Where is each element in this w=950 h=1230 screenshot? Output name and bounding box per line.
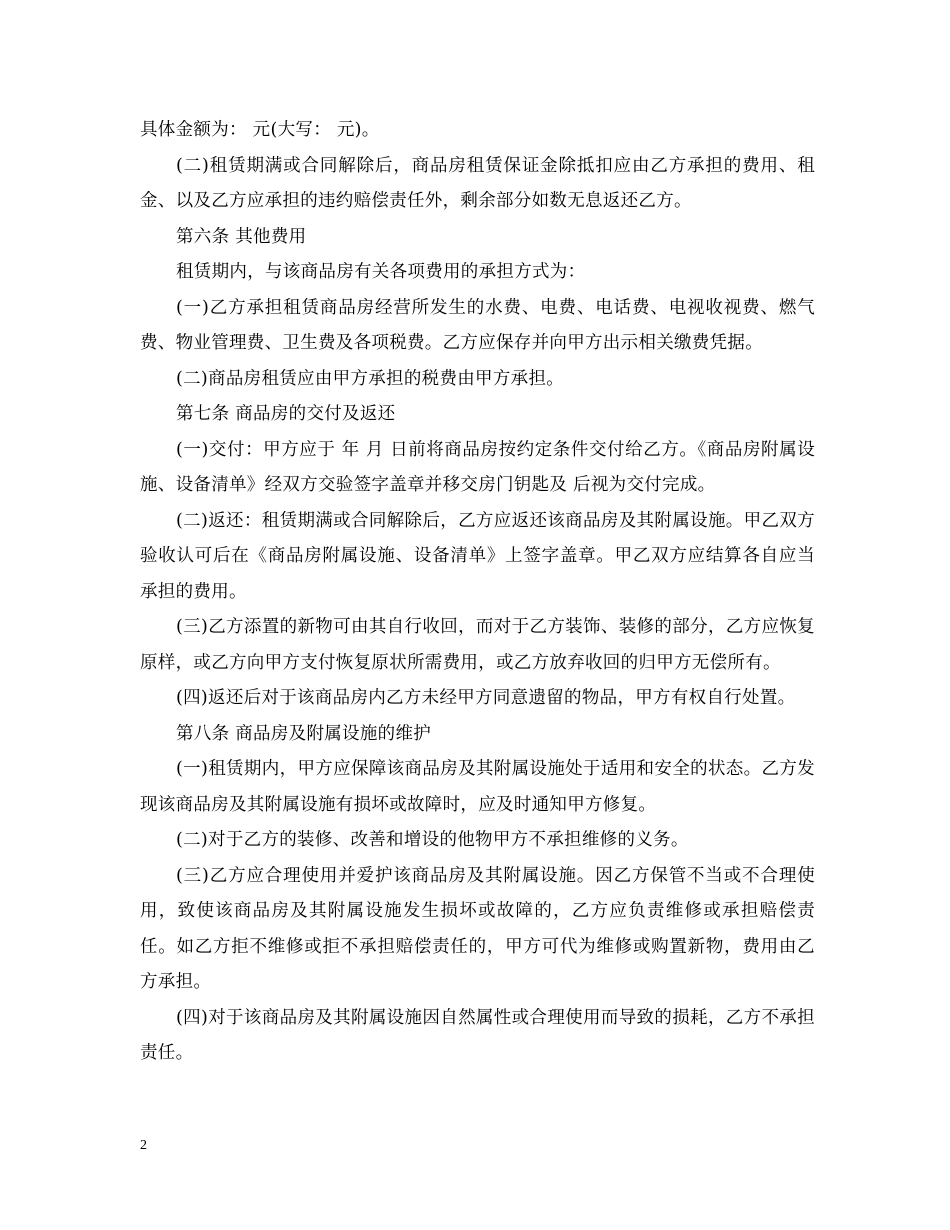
article-heading: 第七条 商品房的交付及返还 [176, 404, 396, 424]
paragraph: (四)返还后对于该商品房内乙方未经甲方同意遗留的物品，甲方有权自行处置。 [176, 688, 796, 708]
paragraph: (二)对于乙方的装修、改善和增设的他物甲方不承担维修的义务。 [176, 830, 689, 850]
paragraph: (二)商品房租赁应由甲方承担的税费由甲方承担。 [176, 368, 565, 389]
paragraph: (二)返还：租赁期满或合同解除后，乙方应返还该商品房及其附属设施。甲乙双方验收认可后在《商品房附属设施、设备清单》上签字盖章。甲乙双方应结算各自应当承担的费用。 [140, 510, 815, 602]
paragraph: (一)租赁期内，甲方应保障该商品房及其附属设施处于适用和安全的状态。乙方发现该商品房及其附属设施有损坏或故障时，应及时通知甲方修复。 [140, 759, 815, 815]
page-number: 2 [140, 1138, 147, 1153]
paragraph: (二)租赁期满或合同解除后，商品房租赁保证金除抵扣应由乙方承担的费用、租金、以及乙方应承担的违约赔偿责任外，剩余部分如数无息返还乙方。 [140, 155, 815, 211]
paragraph: (三)乙方添置的新物可由其自行收回，而对于乙方装饰、装修的部分，乙方应恢复原样，或乙方向甲方支付恢复原状所需费用，或乙方放弃收回的归甲方无偿所有。 [140, 617, 815, 673]
paragraph: (一)交付：甲方应于 年 月 日前将商品房按约定条件交付给乙方。《商品房附属设施、设备清单》经双方交验签字盖章并移交房门钥匙及 后视为交付完成。 [140, 439, 815, 495]
paragraph: (一)乙方承担租赁商品房经营所发生的水费、电费、电话费、电视收视费、燃气费、物业管理费、卫生费及各项税费。乙方应保存并向甲方出示相关缴费凭据。 [140, 297, 815, 353]
article-heading: 第八条 商品房及附属设施的维护 [176, 723, 432, 744]
paragraph: (三)乙方应合理使用并爱护该商品房及其附属设施。因乙方保管不当或不合理使用，致使该商品房及其附属设施发生损坏或故障的，乙方应负责维修或承担赔偿责任。如乙方拒不维修或拒不承担赔偿责任的，甲方可代为维修或购置新物，费用由乙方承担。 [140, 865, 815, 992]
paragraph: 租赁期内，与该商品房有关各项费用的承担方式为： [176, 262, 586, 282]
document-body [140, 113, 815, 1072]
article-heading: 第六条 其他费用 [176, 226, 307, 247]
paragraph: (四)对于该商品房及其附属设施因自然属性或合理使用而导致的损耗，乙方不承担责任。 [140, 1007, 815, 1063]
paragraph: 具体金额为： 元(大写： 元)。 [140, 120, 380, 140]
